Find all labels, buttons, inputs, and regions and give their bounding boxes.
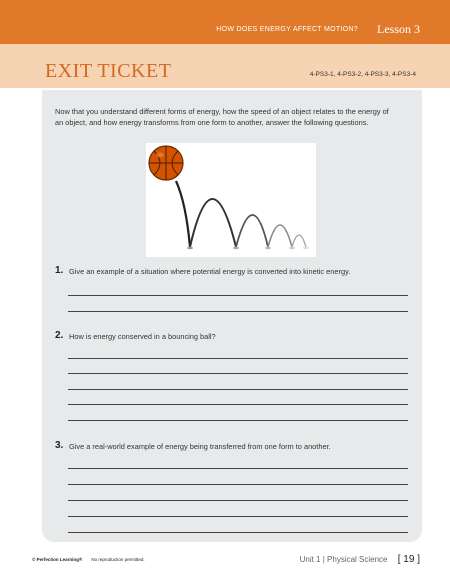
question-text: How is energy conserved in a bouncing ball?	[69, 332, 216, 341]
answer-line[interactable]	[68, 484, 408, 485]
answer-line[interactable]	[68, 468, 408, 469]
unit-heading: HOW DOES ENERGY AFFECT MOTION?	[216, 26, 358, 33]
bouncing-basketball-illustration	[146, 143, 316, 257]
footer-page-info	[300, 554, 420, 565]
page-number: [ 19 ]	[397, 554, 420, 565]
standards-codes: 4-PS3-1, 4-PS3-2, 4-PS3-3, 4-PS3-4	[309, 71, 416, 78]
header-bar	[0, 0, 450, 44]
answer-line[interactable]	[68, 311, 408, 312]
answer-line[interactable]	[68, 295, 408, 296]
answer-line[interactable]	[68, 358, 408, 359]
page-title: EXIT TICKET	[45, 60, 172, 82]
question-number: 2.	[55, 330, 64, 341]
answer-line[interactable]	[68, 389, 408, 390]
answer-line[interactable]	[68, 500, 408, 501]
rights-text: No reproduction permitted.	[91, 557, 145, 562]
answer-line[interactable]	[68, 373, 408, 374]
answer-line[interactable]	[68, 532, 408, 533]
question-number: 3.	[55, 440, 64, 451]
answer-line[interactable]	[68, 516, 408, 517]
question-number: 1.	[55, 265, 64, 276]
answer-line[interactable]	[68, 420, 408, 421]
question-text: Give an example of a situation where potential energy is converted into kinetic energy.	[69, 267, 351, 276]
intro-text: Now that you understand different forms of energy, how the speed of an object relates to the energy of an object, and how energy transforms from one form to another, answer the following questions.	[55, 107, 389, 127]
copyright-text: © Perfection Learning®	[32, 557, 83, 562]
lesson-label: Lesson 3	[377, 22, 420, 36]
basketball-icon	[149, 146, 183, 180]
answer-line[interactable]	[68, 404, 408, 405]
unit-label: Unit 1 | Physical Science	[299, 555, 388, 564]
title-band	[0, 44, 450, 88]
bouncing-ball-figure	[146, 143, 316, 257]
footer-copyright	[32, 557, 145, 562]
question-text: Give a real-world example of energy being transferred from one form to another.	[69, 442, 331, 451]
